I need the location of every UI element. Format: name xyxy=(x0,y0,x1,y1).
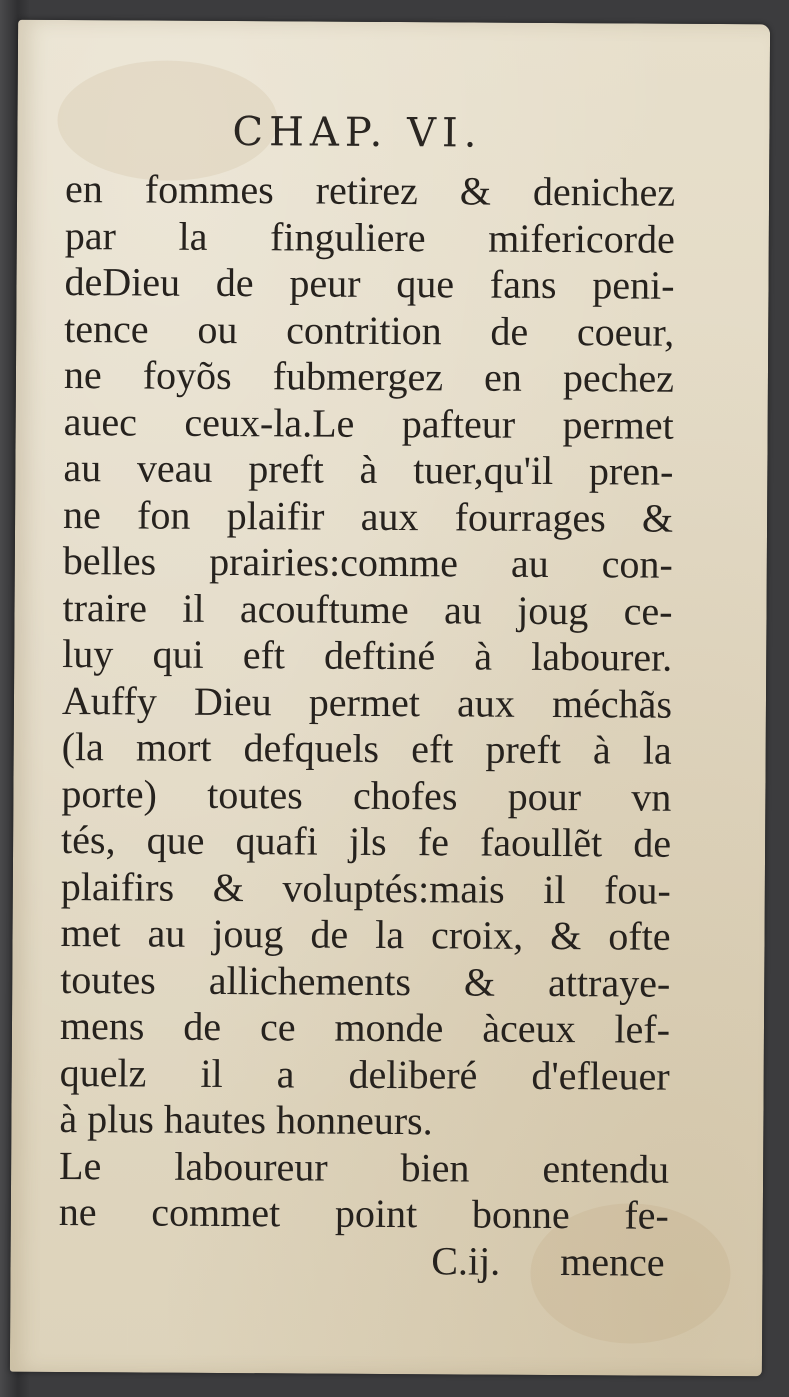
text-line: auec ceux-la.Le pafteur permet xyxy=(63,398,674,448)
text-line: à plus hautes honneurs. xyxy=(59,1095,433,1144)
text-line: tence ou contrition de coeur, xyxy=(64,305,675,355)
text-line: mens de ce monde àceux lef- xyxy=(59,1002,671,1052)
body-text xyxy=(58,166,675,1286)
text-line: Auffy Dieu permet aux méchãs xyxy=(61,677,673,727)
book-page xyxy=(10,20,770,1377)
text-line: ne fon plaifir aux fourrages & xyxy=(62,491,674,541)
catchword: mence xyxy=(560,1238,665,1285)
text-line: par la finguliere mifericorde xyxy=(64,212,675,262)
text-line: ne commet point bonne fe- xyxy=(58,1188,669,1238)
text-line: luy qui eft deftiné à labourer. xyxy=(62,630,673,680)
page-footer xyxy=(58,1235,668,1285)
text-line: porte) toutes chofes pour vn xyxy=(61,770,672,820)
text-line: deDieu de peur que fans peni- xyxy=(64,259,675,308)
text-line: traire il acouftume au joug ce- xyxy=(62,584,673,634)
text-line: au veau preft à tuer,qu'il pren- xyxy=(63,445,674,494)
text-line: quelz il a deliberé d'efleuer xyxy=(59,1049,670,1099)
text-line: (la mort defquels eft preft à la xyxy=(61,723,672,773)
text-line: met au joug de la croix, & ofte xyxy=(60,909,671,959)
text-line: plaifirs & voluptés:mais il fou- xyxy=(60,863,671,913)
text-line: toutes allichements & attraye- xyxy=(60,956,671,1006)
text-line: belles prairies:comme au con- xyxy=(62,537,673,587)
text-line: Le laboureur bien entendu xyxy=(59,1142,670,1192)
text-line: tés, que quafi jls fe faoullẽt de xyxy=(60,816,672,866)
chapter-header: CHAP. VI. xyxy=(232,109,483,157)
signature-mark: C.ij. xyxy=(431,1237,501,1284)
text-line: en fommes retirez & denichez xyxy=(64,166,676,215)
text-line: ne foyõs fubmergez en pechez xyxy=(63,352,675,401)
